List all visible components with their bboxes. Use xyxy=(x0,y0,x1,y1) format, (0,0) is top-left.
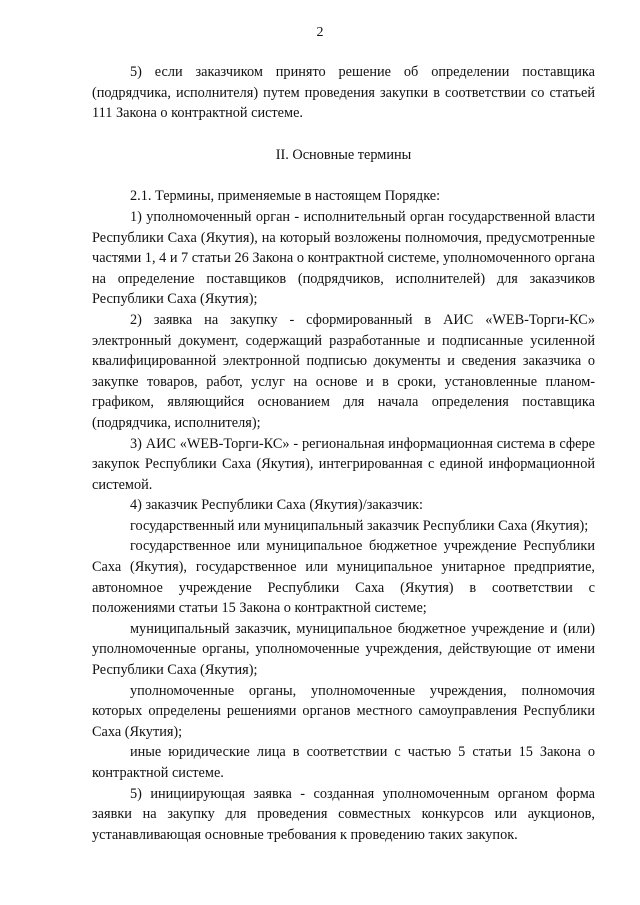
paragraph-terms-intro: 2.1. Термины, применяемые в настоящем Порядке: xyxy=(130,188,441,205)
document-body xyxy=(92,62,595,845)
paragraph-customer-other-entities: иные юридические лица в соответствии с частью 5 статьи 15 Закона о контрактной системе. xyxy=(92,744,595,781)
paragraph-customer-local-government: уполномоченные органы, уполномоченные учреждения, полномочия которых определены решениями органов местного самоуправления Республики Саха (Якутия); xyxy=(92,682,595,740)
paragraph-customer-municipal: муниципальный заказчик, муниципальное бюджетное учреждение и (или) уполномоченные органы, уполномоченные учреждения, действующие от имени Республики Саха (Якутия); xyxy=(92,620,595,679)
section-heading: II. Основные термины xyxy=(275,146,412,163)
paragraph-customer-state-municipal: государственный или муниципальный заказчик Республики Саха (Якутия); xyxy=(130,517,589,534)
paragraph-term-purchase-request: 2) заявка на закупку - сформированный в АИС «WEB-Торги-КС» электронный документ, содержащий разработанные и подписанные усиленной квалифицированной электронной подписью документы и сведения заказчика о закупке товаров, работ, услуг на основе и в сроки, установленные планом-графиком, являющийся основанием для начала определения поставщика (подрядчика, исполнителя); xyxy=(92,311,595,431)
paragraph-term-initiating-request: 5) инициирующая заявка - созданная уполномоченным органом форма заявки на закупку для проведения совместных конкурсов или аукционов, устанавливающая основные требования к проведению таких закупок. xyxy=(92,785,595,843)
paragraph-term-authorized-body: 1) уполномоченный орган - исполнительный орган государственной власти Республики Саха (Якутия), на который возложены полномочия, предусмотренные частями 1, 4 и 7 статьи 26 Закона о контрактной системе, уполномоченного органа на определение поставщиков (подрядчиков, исполнителей) для заказчиков Республики Саха (Якутия); xyxy=(92,208,595,308)
paragraph-term-customer: 4) заказчик Республики Саха (Якутия)/заказчик: xyxy=(130,497,423,514)
paragraph-term-ais: 3) АИС «WEB-Торги-КС» - региональная информационная система в сфере закупок Республики Саха (Якутия), интегрированная с единой информационной системой. xyxy=(92,435,595,493)
page-number: 2 xyxy=(316,25,324,40)
paragraph-customer-institutions: государственное или муниципальное бюджетное учреждение Республики Саха (Якутия), государственное или муниципальное унитарное предприятие, автономное учреждение Республики Саха (Якутия) в соответствии с положениями статьи 15 Закона о контрактной системе; xyxy=(92,538,595,617)
paragraph-item-5-procurement-decision: 5) если заказчиком принято решение об определении поставщика (подрядчика, исполнителя) путем проведения закупки в соответствии со статьей 111 Закона о контрактной системе. xyxy=(92,64,595,122)
